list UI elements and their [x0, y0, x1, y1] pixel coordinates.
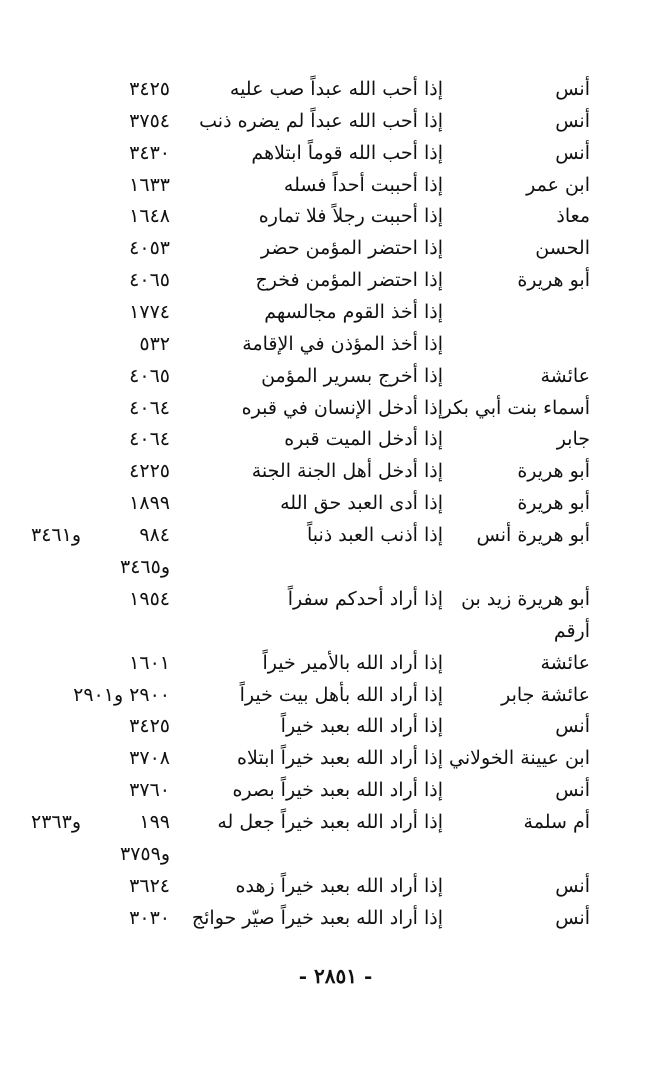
reference-number: ٤٠٦٥ — [129, 269, 170, 291]
narrator-name: ابن عمر — [526, 174, 590, 196]
reference-number: ١٦٠١ — [129, 652, 170, 674]
index-row — [0, 297, 671, 327]
index-row — [0, 106, 671, 136]
index-row — [0, 393, 671, 423]
narrator-name: أنس — [555, 78, 590, 100]
hadith-text: إذا أراد الله بعبد خيراً جعل له — [217, 811, 443, 833]
hadith-text: إذا أخذ المؤذن في الإقامة — [242, 333, 443, 355]
index-row — [0, 424, 671, 454]
hadith-text: إذا أحب الله عبداً صب عليه — [229, 78, 443, 100]
index-row — [0, 903, 671, 933]
hadith-text: إذا أراد الله بعبد خيراً بصره — [232, 779, 443, 801]
hadith-text: إذا أراد الله بأهل بيت خيراً — [239, 684, 443, 706]
hadith-text: إذا أحببت رجلاً فلا تماره — [258, 205, 443, 227]
index-row — [0, 201, 671, 231]
reference-number: ٤٠٦٥ — [129, 365, 170, 387]
hadith-text: إذا أراد الله بالأمير خيراً — [262, 652, 443, 674]
narrator-name: أنس — [555, 875, 590, 897]
index-row — [0, 775, 671, 805]
index-row — [0, 552, 671, 582]
index-row — [0, 456, 671, 486]
reference-number: ١٦٤٨ — [129, 205, 170, 227]
narrator-name: أنس — [555, 907, 590, 929]
reference-number: ٤٠٦٤ — [129, 397, 170, 419]
reference-number: ٤٠٥٣ — [129, 237, 170, 259]
index-row — [0, 138, 671, 168]
hadith-text: إذا أراد الله بعبد خيراً زهده — [235, 875, 443, 897]
reference-number: ١٩٥٤ — [129, 588, 170, 610]
reference-number: ٣٧٠٨ — [129, 747, 170, 769]
index-row — [0, 711, 671, 741]
hadith-text: إذا أدخل أهل الجنة الجنة — [251, 460, 443, 482]
hadith-text: إذا أراد أحدكم سفراً — [287, 588, 443, 610]
reference-number: ٣٤٢٥ — [129, 78, 170, 100]
narrator-name: عائشة — [540, 652, 590, 674]
reference-number: ١٨٩٩ — [129, 492, 170, 514]
hadith-text: إذا احتضر المؤمن حضر — [260, 237, 443, 259]
reference-number: و٣٧٥٩ — [119, 843, 170, 865]
index-row — [0, 807, 671, 837]
hadith-text: إذا أذنب العبد ذنباً — [306, 524, 443, 546]
narrator-name: جابر — [556, 428, 590, 450]
reference-number: و٣٤٦٥ — [119, 556, 170, 578]
reference-number-extra: و٣٤٦١ — [30, 524, 81, 546]
narrator-name: أبو هريرة — [517, 269, 590, 291]
narrator-name: أنس — [555, 779, 590, 801]
reference-number: ٣٤٢٥ — [129, 715, 170, 737]
narrator-name: أنس — [555, 715, 590, 737]
reference-number: ٣٤٣٠ — [129, 142, 170, 164]
narrator-name: أبو هريرة — [517, 492, 590, 514]
reference-number: ٣٦٢٤ — [129, 875, 170, 897]
index-row — [0, 680, 671, 710]
narrator-name: عائشة جابر — [501, 684, 590, 706]
index-row — [0, 170, 671, 200]
index-row — [0, 839, 671, 869]
narrator-name: ابن عيينة الخولاني — [449, 747, 590, 769]
reference-number: ٣٠٣٠ — [129, 907, 170, 929]
index-row — [0, 520, 671, 550]
hadith-text: إذا أحب الله عبداً لم يضره ذنب — [199, 110, 443, 132]
narrator-name: أنس — [555, 110, 590, 132]
reference-number: ١٧٧٤ — [129, 301, 170, 323]
narrator-name: معاذ — [556, 205, 590, 227]
hadith-text: إذا أخرج بسرير المؤمن — [261, 365, 443, 387]
reference-number: ٥٣٢ — [139, 333, 170, 355]
index-row — [0, 648, 671, 678]
index-row — [0, 233, 671, 263]
index-row — [0, 74, 671, 104]
index-row — [0, 265, 671, 295]
index-row — [0, 329, 671, 359]
reference-number-extra: و٢٣٦٣ — [30, 811, 81, 833]
reference-number: ١٦٣٣ — [129, 174, 170, 196]
hadith-text: إذا أحببت أحداً فسله — [283, 174, 443, 196]
hadith-text: إذا أخذ القوم مجالسهم — [264, 301, 443, 323]
hadith-text: إذا أراد الله بعبد خيراً صيّر حوائج — [191, 907, 443, 929]
hadith-text: إذا احتضر المؤمن فخرج — [255, 269, 443, 291]
reference-number: ٢٩٠٠ و٢٩٠١ — [73, 684, 170, 706]
narrator-name: الحسن — [535, 237, 590, 259]
narrator-name: أرقم — [553, 620, 590, 642]
index-row — [0, 361, 671, 391]
reference-number: ٣٧٦٠ — [129, 779, 170, 801]
hadith-text: إذا أدخل الإنسان في قبره — [241, 397, 443, 419]
index-row — [0, 871, 671, 901]
hadith-text: إذا أراد الله بعبد خيراً — [280, 715, 443, 737]
reference-number: ٤٠٦٤ — [129, 428, 170, 450]
reference-number: ٤٢٢٥ — [129, 460, 170, 482]
hadith-text: إذا أراد الله بعبد خيراً ابتلاه — [237, 747, 443, 769]
reference-number: ١٩٩ — [139, 811, 170, 833]
index-row — [0, 616, 671, 646]
narrator-name: أبو هريرة — [517, 460, 590, 482]
reference-number: ٩٨٤ — [139, 524, 170, 546]
index-row — [0, 743, 671, 773]
reference-number: ٣٧٥٤ — [129, 110, 170, 132]
hadith-text: إذا أدى العبد حق الله — [280, 492, 443, 514]
hadith-text: إذا أحب الله قوماً ابتلاهم — [251, 142, 443, 164]
narrator-name: أسماء بنت أبي بكر — [442, 397, 590, 419]
hadith-text: إذا أدخل الميت قبره — [284, 428, 443, 450]
narrator-name: أنس — [555, 142, 590, 164]
narrator-name: أم سلمة — [523, 811, 590, 833]
page-number: - ٢٨٥١ - — [298, 964, 373, 988]
narrator-name: أبو هريرة أنس — [476, 524, 590, 546]
narrator-name: أبو هريرة زيد بن — [461, 588, 590, 610]
narrator-name: عائشة — [540, 365, 590, 387]
index-row — [0, 488, 671, 518]
index-row — [0, 584, 671, 614]
